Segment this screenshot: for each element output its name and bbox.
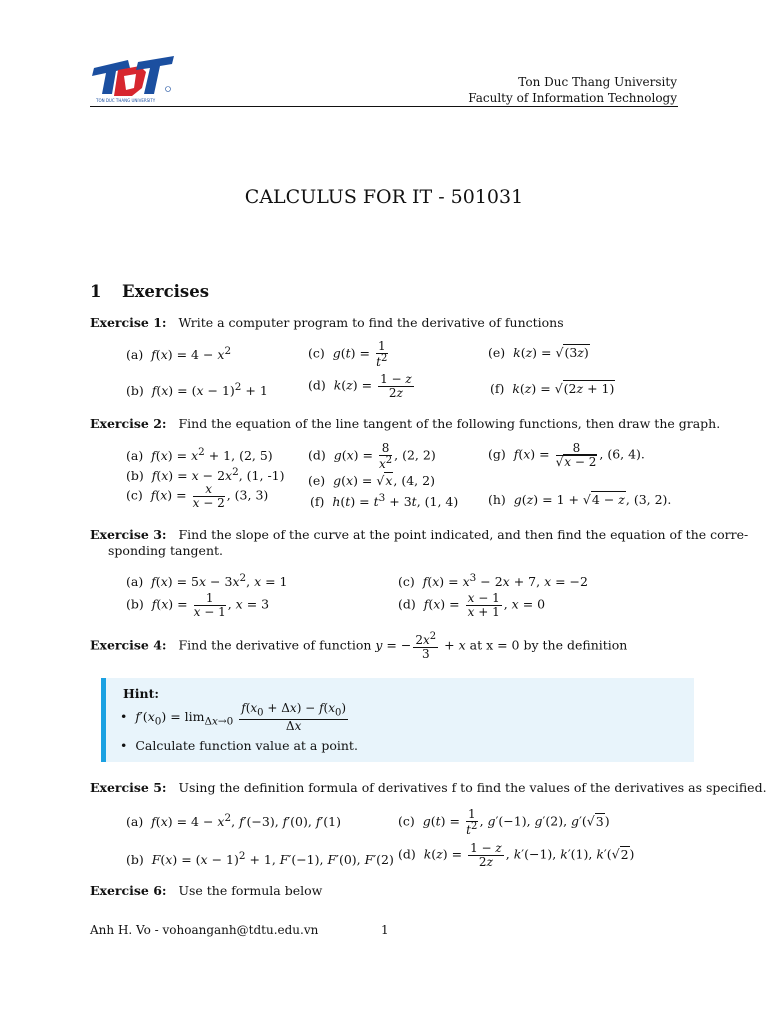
exercise-6 [90, 883, 322, 898]
hint-item-2-text: Calculate function value at a point. [135, 738, 358, 753]
ex1-item-d: (d) k(z) = $\frac{1 - z}{2z}$ [308, 372, 412, 400]
hint-title: Hint: [123, 686, 160, 701]
ex3-item-a: (a) $f(x) = 5x - 3x^2$, x = 1 [126, 572, 288, 590]
ex3-item-c: (c) $f(x) = x^3 - 2x + 7$, x = −2 [398, 572, 588, 590]
exercise-3-label: Exercise 3: [90, 527, 167, 542]
exercise-3 [90, 527, 748, 542]
exercise-5-text: Using the definition formula of derivatives f to find the values of the derivatives as specified. [178, 780, 767, 795]
exercise-4: Exercise 4: Find the derivative of function y = − $\frac{2x^2}{3}$ + x at x = 0 by the definition [90, 631, 628, 661]
ex2-item-e: (e) g(x) = √x, (4, 2) [308, 473, 435, 488]
ex5-item-b: (b) $F(x) = (x - 1)^2 + 1$, F′(−1), F′(0), F′(2) [126, 850, 394, 868]
exercise-6-label: Exercise 6: [90, 883, 167, 898]
ex2-item-g: (g) f(x) = $\frac{8}{√x - 2}$ , (6, 4). [488, 441, 645, 469]
exercise-5 [90, 780, 767, 795]
ex1-item-c: (c) g(t) = $\frac{1}{t^2}$ [308, 339, 388, 369]
university-name: Ton Duc Thang University [518, 75, 677, 89]
exercise-1-label: Exercise 1: [90, 315, 167, 330]
exercise-2-text: Find the equation of the line tangent of the following functions, then draw the graph. [178, 416, 721, 431]
exercise-4-text-pre: Find the derivative of function [178, 637, 372, 653]
section-title: Exercises [122, 282, 209, 301]
ex1-item-e: (e) k(z) = √(3z) [488, 345, 589, 360]
hint-item-2: • Calculate function value at a point. [120, 738, 358, 753]
faculty-name: Faculty of Information Technology [468, 91, 677, 105]
exercise-2 [90, 416, 720, 431]
ex3-item-b: (b) f(x) = $\frac{1}{x - 1}$ , x = 3 [126, 591, 270, 619]
ex5-item-d: (d) k(z) = $\frac{1 - z}{2z}$ , k′(−1), k′(1), k′(√2) [398, 841, 635, 869]
ex1-item-f: (f) k(z) = √(2z + 1) [490, 381, 615, 396]
ex2-item-f: (f) $h(t) = t^3 + 3t$, (1, 4) [310, 492, 459, 510]
exercise-3-text-cont: sponding tangent. [108, 543, 223, 558]
document-title: CALCULUS FOR IT - 501031 [244, 186, 524, 208]
ex5-item-a: (a) $f(x) = 4 - x^2$, f′(−3), f′(0), f′(1) [126, 812, 341, 830]
exercise-3-text: Find the slope of the curve at the point indicated, and then find the equation of the corre- [178, 527, 749, 542]
ex2-item-b: (b) $f(x) = x - 2x^2$, (1, -1) [126, 466, 285, 484]
footer-author: Anh H. Vo - vohoanganh@tdtu.edu.vn [90, 923, 319, 937]
exercise-4-label: Exercise 4: [90, 637, 167, 653]
exercise-1 [90, 315, 564, 330]
page-number: 1 [381, 923, 389, 937]
exercise-6-text: Use the formula below [178, 883, 323, 898]
university-logo [88, 54, 176, 106]
exercise-2-label: Exercise 2: [90, 416, 167, 431]
ex1-item-b: (b) $f(x) = (x - 1)^2 + 1$ [126, 381, 268, 399]
ex2-item-h: (h) g(z) = 1 + √4 − z, (3, 2). [488, 492, 672, 507]
ex2-item-d: (d) g(x) = $\frac{8}{x^2}$ , (2, 2) [308, 441, 436, 471]
ex1-item-a: (a) $f(x) = 4 - x^2$ [126, 345, 232, 363]
ex2-item-a: (a) $f(x) = x^2 + 1$, (2, 5) [126, 446, 273, 464]
svg-text:TON DUC THANG UNIVERSITY: TON DUC THANG UNIVERSITY [96, 98, 156, 103]
exercise-4-text-post: at x = 0 by the definition [469, 637, 628, 653]
exercise-5-label: Exercise 5: [90, 780, 167, 795]
hint-item-1: • $f'(x_0) = \lim_{\Delta x\to 0}$ $\frac{f(x_0 + \Delta x) - f(x_0)}{\Delta x}$ [120, 701, 347, 733]
exercise-1-text: Write a computer program to find the derivative of functions [178, 315, 564, 330]
section-number: 1 [90, 282, 102, 301]
ex5-item-c: (c) g(t) = $\frac{1}{t^2}$ , g′(−1), g′(2), g′(√3) [398, 807, 610, 837]
ex3-item-d: (d) f(x) = $\frac{x - 1}{x + 1}$ , x = 0 [398, 591, 546, 619]
ex2-item-c: (c) f(x) = $\frac{x}{x - 2}$ , (3, 3) [126, 482, 269, 510]
hint-box [101, 678, 694, 762]
header-divider [90, 106, 678, 107]
